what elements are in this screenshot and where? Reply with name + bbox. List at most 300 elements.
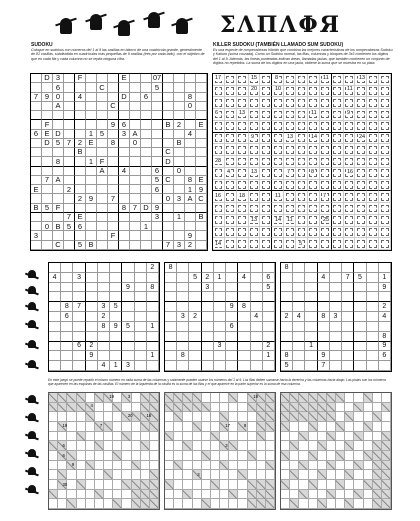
sudoku-cell[interactable]: E [31, 185, 42, 194]
kakuro-cell[interactable] [165, 451, 174, 461]
kakuro-cell[interactable] [211, 451, 220, 461]
kakuro-cell[interactable] [309, 470, 318, 480]
mini-sudoku-cell[interactable] [281, 332, 293, 342]
sudoku-cell[interactable]: E [196, 120, 207, 129]
sudoku-cell[interactable] [97, 139, 108, 148]
mini-sudoku-cell[interactable] [165, 273, 177, 283]
kakuro-cell[interactable] [238, 490, 247, 500]
sudoku-cell[interactable] [141, 213, 152, 222]
mini-sudoku-cell[interactable] [165, 322, 177, 332]
kakuro-cell[interactable] [58, 461, 67, 471]
mini-sudoku-cell[interactable] [49, 332, 61, 342]
sudoku-cell[interactable] [97, 111, 108, 120]
sudoku-cell[interactable] [64, 241, 75, 250]
kakuro-cell[interactable] [248, 422, 257, 432]
sudoku-cell[interactable]: 0 [53, 93, 64, 102]
killer-cell[interactable] [320, 133, 332, 145]
kakuro-cell[interactable] [345, 432, 354, 442]
kakuro-cell[interactable] [354, 393, 363, 403]
mini-sudoku-cell[interactable] [293, 273, 305, 283]
mini-sudoku-cell[interactable] [122, 351, 134, 361]
sudoku-cell[interactable]: 3 [174, 241, 185, 250]
mini-sudoku-cell[interactable]: 4 [49, 273, 61, 283]
sudoku-cell[interactable] [42, 102, 53, 111]
mini-sudoku-cell[interactable] [226, 312, 238, 322]
killer-cell[interactable] [225, 121, 237, 133]
sudoku-cell[interactable] [64, 194, 75, 203]
mini-sudoku-cell[interactable] [49, 361, 61, 371]
sudoku-cell[interactable] [130, 74, 141, 83]
sudoku-cell[interactable] [97, 194, 108, 203]
kakuro-cell[interactable] [165, 470, 174, 480]
mini-sudoku-cell[interactable]: 4 [98, 361, 110, 371]
sudoku-cell[interactable] [152, 93, 163, 102]
killer-cell[interactable] [355, 109, 367, 121]
sudoku-cell[interactable] [196, 83, 207, 92]
mini-sudoku-cell[interactable] [110, 273, 122, 283]
kakuro-cell[interactable] [86, 441, 95, 451]
mini-sudoku-cell[interactable] [122, 273, 134, 283]
kakuro-cell[interactable] [229, 499, 238, 509]
sudoku-cell[interactable] [163, 93, 174, 102]
mini-sudoku-cell[interactable]: 8 [318, 312, 330, 322]
mini-sudoku-cell[interactable] [281, 342, 293, 352]
mini-sudoku-cell[interactable] [49, 302, 61, 312]
kakuro-cell[interactable] [49, 461, 58, 471]
mini-sudoku-cell[interactable] [49, 322, 61, 332]
sudoku-cell[interactable] [163, 213, 174, 222]
kakuro-cell[interactable] [257, 451, 266, 461]
kakuro-cell[interactable] [104, 499, 113, 509]
sudoku-cell[interactable] [42, 213, 53, 222]
mini-sudoku-cell[interactable] [354, 351, 366, 361]
sudoku-cell[interactable] [31, 111, 42, 120]
kakuro-cell[interactable] [257, 461, 266, 471]
killer-cell[interactable] [308, 97, 320, 109]
sudoku-cell[interactable]: C [53, 241, 64, 250]
kakuro-cell[interactable] [113, 490, 122, 500]
mini-sudoku-cell[interactable] [189, 342, 201, 352]
sudoku-cell[interactable]: D [119, 93, 130, 102]
kakuro-cell[interactable] [202, 422, 211, 432]
mini-sudoku-cell[interactable] [293, 292, 305, 302]
kakuro-cell[interactable] [238, 499, 247, 509]
sudoku-cell[interactable] [86, 204, 97, 213]
mini-sudoku-cell[interactable] [177, 332, 189, 342]
sudoku-cell[interactable]: B [86, 241, 97, 250]
killer-cell[interactable] [237, 168, 249, 180]
sudoku-cell[interactable] [130, 231, 141, 240]
mini-sudoku-cell[interactable] [342, 322, 354, 332]
mini-sudoku-cell[interactable] [135, 312, 147, 322]
kakuro-cell[interactable] [58, 432, 67, 442]
kakuro-cell[interactable] [345, 422, 354, 432]
mini-sudoku-cell[interactable] [49, 283, 61, 293]
kakuro-cell[interactable] [58, 499, 67, 509]
kakuro-cell[interactable] [336, 461, 345, 471]
sudoku-cell[interactable]: 7 [42, 176, 53, 185]
killer-cell[interactable] [249, 156, 261, 168]
killer-cell[interactable] [272, 121, 284, 133]
killer-cell[interactable] [308, 203, 320, 215]
kakuro-cell[interactable] [150, 432, 159, 442]
mini-sudoku-cell[interactable] [189, 302, 201, 312]
kakuro-cell[interactable] [309, 499, 318, 509]
killer-cell[interactable] [332, 74, 344, 86]
kakuro-cell[interactable] [220, 432, 229, 442]
mini-sudoku-cell[interactable] [226, 283, 238, 293]
mini-sudoku-cell[interactable] [318, 322, 330, 332]
mini-sudoku-cell[interactable] [305, 361, 317, 371]
sudoku-cell[interactable] [97, 231, 108, 240]
sudoku-cell[interactable] [152, 120, 163, 129]
sudoku-cell[interactable] [108, 111, 119, 120]
killer-cell[interactable] [237, 74, 249, 86]
sudoku-cell[interactable] [130, 185, 141, 194]
kakuro-cell[interactable] [132, 422, 141, 432]
mini-sudoku-cell[interactable] [293, 342, 305, 352]
kakuro-cell[interactable] [113, 470, 122, 480]
kakuro-cell[interactable] [373, 403, 382, 413]
mini-sudoku-cell[interactable] [165, 283, 177, 293]
mini-sudoku-cell[interactable]: 5 [189, 273, 201, 283]
killer-cell[interactable] [332, 86, 344, 98]
killer-cell[interactable] [344, 156, 356, 168]
kakuro-cell[interactable] [113, 441, 122, 451]
killer-cell[interactable] [249, 227, 261, 239]
kakuro-cell[interactable] [238, 451, 247, 461]
killer-cell[interactable] [260, 191, 272, 203]
sudoku-cell[interactable] [130, 176, 141, 185]
mini-sudoku-cell[interactable] [165, 332, 177, 342]
sudoku-cell[interactable] [64, 120, 75, 129]
sudoku-cell[interactable]: 5 [64, 222, 75, 231]
mini-sudoku-cell[interactable] [110, 312, 122, 322]
mini-sudoku-cell[interactable] [263, 361, 275, 371]
killer-cell[interactable] [308, 144, 320, 156]
mini-sudoku-cell[interactable]: 3 [330, 312, 342, 322]
mini-sudoku-cell[interactable]: 9 [318, 351, 330, 361]
mini-sudoku-cell[interactable] [330, 273, 342, 283]
sudoku-cell[interactable] [42, 185, 53, 194]
mini-sudoku-cell[interactable] [305, 263, 317, 273]
mini-sudoku-cell[interactable]: 2 [189, 312, 201, 322]
mini-sudoku-cell[interactable] [367, 332, 379, 342]
sudoku-cell[interactable]: E [42, 130, 53, 139]
mini-sudoku-cell[interactable] [189, 283, 201, 293]
sudoku-cell[interactable]: 1 [174, 213, 185, 222]
mini-sudoku-cell[interactable]: 2 [86, 342, 98, 352]
sudoku-cell[interactable]: D [141, 204, 152, 213]
mini-sudoku-cell[interactable] [263, 322, 275, 332]
sudoku-cell[interactable] [185, 139, 196, 148]
kakuro-cell[interactable] [67, 470, 76, 480]
sudoku-cell[interactable] [31, 139, 42, 148]
kakuro-cell[interactable] [132, 451, 141, 461]
sudoku-cell[interactable] [130, 213, 141, 222]
kakuro-cell[interactable] [122, 422, 131, 432]
killer-cell[interactable] [355, 180, 367, 192]
killer-cell[interactable] [379, 86, 391, 98]
kakuro-cell[interactable] [174, 470, 183, 480]
killer-cell[interactable] [379, 191, 391, 203]
kakuro-cell[interactable] [345, 461, 354, 471]
kakuro-cell[interactable] [327, 470, 336, 480]
killer-cell[interactable] [296, 133, 308, 145]
sudoku-cell[interactable] [119, 185, 130, 194]
mini-sudoku-cell[interactable] [293, 283, 305, 293]
sudoku-cell[interactable] [196, 130, 207, 139]
killer-cell[interactable] [284, 121, 296, 133]
sudoku-cell[interactable] [152, 111, 163, 120]
sudoku-cell[interactable] [174, 102, 185, 111]
killer-cell[interactable] [237, 133, 249, 145]
sudoku-cell[interactable] [108, 148, 119, 157]
mini-sudoku-cell[interactable] [379, 263, 391, 273]
mini-sudoku-cell[interactable]: 3 [214, 342, 226, 352]
kakuro-cell[interactable] [77, 441, 86, 451]
mini-sudoku-cell[interactable] [122, 302, 134, 312]
kakuro-cell[interactable] [354, 499, 363, 509]
sudoku-cell[interactable] [141, 130, 152, 139]
kakuro-cell[interactable] [122, 403, 131, 413]
kakuro-cell[interactable] [318, 490, 327, 500]
mini-sudoku-cell[interactable] [293, 361, 305, 371]
killer-cell[interactable] [237, 97, 249, 109]
sudoku-cell[interactable] [119, 102, 130, 111]
sudoku-cell[interactable] [196, 222, 207, 231]
sudoku-cell[interactable]: 7 [64, 213, 75, 222]
mini-sudoku-cell[interactable] [122, 342, 134, 352]
kakuro-cell[interactable] [77, 470, 86, 480]
sudoku-cell[interactable] [130, 83, 141, 92]
killer-cell[interactable] [355, 203, 367, 215]
killer-cell[interactable] [284, 74, 296, 86]
sudoku-cell[interactable] [31, 213, 42, 222]
mini-sudoku-cell[interactable]: 8 [281, 351, 293, 361]
kakuro-cell[interactable] [183, 432, 192, 442]
sudoku-cell[interactable] [163, 130, 174, 139]
mini-sudoku-cell[interactable] [305, 322, 317, 332]
kakuro-cell[interactable] [354, 470, 363, 480]
mini-sudoku-cell[interactable]: 1 [305, 342, 317, 352]
mini-sudoku-cell[interactable] [86, 292, 98, 302]
mini-sudoku-cell[interactable]: 8 [61, 302, 73, 312]
killer-cell[interactable] [367, 180, 379, 192]
sudoku-cell[interactable] [86, 93, 97, 102]
mini-sudoku-cell[interactable] [73, 263, 85, 273]
kakuro-cell[interactable] [354, 480, 363, 490]
sudoku-cell[interactable]: 8 [185, 93, 196, 102]
sudoku-cell[interactable] [196, 102, 207, 111]
mini-sudoku-cell[interactable] [226, 263, 238, 273]
kakuro-cell[interactable] [299, 480, 308, 490]
sudoku-cell[interactable]: E [86, 139, 97, 148]
kakuro-cell[interactable] [229, 422, 238, 432]
killer-cell[interactable] [367, 144, 379, 156]
sudoku-cell[interactable]: 07 [152, 73, 162, 83]
kakuro-cell[interactable] [281, 490, 290, 500]
kakuro-cell[interactable] [373, 432, 382, 442]
kakuro-cell[interactable] [318, 432, 327, 442]
mini-sudoku-cell[interactable] [305, 283, 317, 293]
mini-sudoku-cell[interactable]: 6 [379, 351, 391, 361]
mini-sudoku-cell[interactable] [165, 342, 177, 352]
killer-cell[interactable] [213, 215, 225, 227]
sudoku-cell[interactable] [53, 148, 64, 157]
killer-cell[interactable] [296, 180, 308, 192]
kakuro-cell[interactable] [211, 461, 220, 471]
kakuro-cell[interactable] [382, 393, 391, 403]
kakuro-cell[interactable] [364, 499, 373, 509]
mini-sudoku-cell[interactable] [122, 312, 134, 322]
killer-cell[interactable] [296, 86, 308, 98]
killer-cell[interactable] [320, 121, 332, 133]
killer-cell[interactable] [284, 86, 296, 98]
mini-sudoku-cell[interactable] [318, 283, 330, 293]
kakuro-cell[interactable] [299, 422, 308, 432]
sudoku-cell[interactable] [97, 102, 108, 111]
sudoku-cell[interactable]: 4 [119, 167, 130, 176]
sudoku-cell[interactable] [196, 111, 207, 120]
sudoku-cell[interactable] [130, 102, 141, 111]
mini-sudoku-cell[interactable] [177, 342, 189, 352]
mini-sudoku-cell[interactable] [330, 302, 342, 312]
killer-cell[interactable] [367, 238, 379, 250]
mini-sudoku-cell[interactable] [226, 332, 238, 342]
kakuro-cell[interactable] [309, 432, 318, 442]
killer-cell[interactable] [260, 215, 272, 227]
mini-sudoku-cell[interactable] [61, 263, 73, 273]
killer-cell[interactable] [332, 238, 344, 250]
killer-cell[interactable] [367, 168, 379, 180]
killer-cell[interactable] [332, 109, 344, 121]
sudoku-cell[interactable]: B [53, 222, 64, 231]
sudoku-cell[interactable] [130, 222, 141, 231]
mini-sudoku-cell[interactable] [86, 361, 98, 371]
mini-sudoku-cell[interactable] [61, 332, 73, 342]
sudoku-cell[interactable] [152, 130, 163, 139]
sudoku-cell[interactable] [97, 222, 108, 231]
mini-sudoku-cell[interactable] [281, 292, 293, 302]
mini-sudoku-cell[interactable]: 3 [202, 283, 214, 293]
killer-cell[interactable] [249, 121, 261, 133]
killer-cell[interactable] [213, 168, 225, 180]
killer-cell[interactable] [237, 156, 249, 168]
mini-sudoku-cell[interactable] [318, 302, 330, 312]
sudoku-cell[interactable] [130, 148, 141, 157]
killer-cell[interactable] [272, 109, 284, 121]
kakuro-cell[interactable] [309, 490, 318, 500]
killer-cell[interactable] [296, 227, 308, 239]
mini-sudoku-cell[interactable] [49, 342, 61, 352]
sudoku-cell[interactable]: 5 [53, 139, 64, 148]
sudoku-cell[interactable] [130, 241, 141, 250]
sudoku-cell[interactable]: 2 [75, 194, 86, 203]
mini-sudoku-cell[interactable] [318, 263, 330, 273]
mini-sudoku-cell[interactable] [354, 263, 366, 273]
kakuro-cell[interactable] [67, 490, 76, 500]
killer-cell[interactable] [260, 203, 272, 215]
kakuro-cell[interactable] [193, 499, 202, 509]
killer-cell[interactable] [344, 133, 356, 145]
kakuro-cell[interactable] [382, 422, 391, 432]
kakuro-cell[interactable] [318, 422, 327, 432]
killer-cell[interactable] [237, 144, 249, 156]
sudoku-cell[interactable] [64, 83, 75, 92]
sudoku-cell[interactable]: F [42, 120, 53, 129]
sudoku-cell[interactable] [64, 102, 75, 111]
sudoku-cell[interactable]: E [119, 74, 130, 83]
killer-cell[interactable] [260, 168, 272, 180]
mini-sudoku-cell[interactable] [367, 283, 379, 293]
killer-cell[interactable] [320, 144, 332, 156]
killer-cell[interactable] [344, 180, 356, 192]
mini-sudoku-cell[interactable] [342, 283, 354, 293]
sudoku-cell[interactable]: 0 [174, 167, 185, 176]
mini-sudoku-cell[interactable]: 3 [73, 273, 85, 283]
kakuro-cell[interactable] [290, 480, 299, 490]
killer-cell[interactable] [296, 203, 308, 215]
killer-cell[interactable] [249, 238, 261, 250]
killer-cell[interactable] [213, 203, 225, 215]
kakuro-cell[interactable] [67, 480, 76, 490]
mini-sudoku-cell[interactable]: 7 [318, 361, 330, 371]
kakuro-cell[interactable] [309, 461, 318, 471]
mini-sudoku-cell[interactable]: 8 [177, 351, 189, 361]
sudoku-cell[interactable] [141, 231, 152, 240]
killer-cell[interactable] [260, 133, 272, 145]
sudoku-cell[interactable]: 7 [163, 241, 174, 250]
sudoku-cell[interactable] [196, 74, 207, 83]
kakuro-cell[interactable] [202, 490, 211, 500]
mini-sudoku-cell[interactable]: 2 [379, 302, 391, 312]
sudoku-cell[interactable]: C [163, 148, 174, 157]
killer-cell[interactable] [225, 203, 237, 215]
mini-sudoku-cell[interactable] [214, 283, 226, 293]
killer-cell[interactable] [213, 144, 225, 156]
mini-sudoku-cell[interactable] [61, 342, 73, 352]
mini-sudoku-cell[interactable] [135, 332, 147, 342]
mini-sudoku-cell[interactable]: 1 [147, 322, 159, 332]
mini-sudoku-cell[interactable]: 1 [263, 351, 275, 361]
sudoku-cell[interactable]: 3 [53, 74, 64, 83]
sudoku-cell[interactable]: F [108, 231, 119, 240]
killer-cell[interactable] [225, 144, 237, 156]
killer-cell[interactable] [260, 109, 272, 121]
killer-cell[interactable] [344, 238, 356, 250]
sudoku-cell[interactable]: 9 [196, 185, 207, 194]
mini-sudoku-cell[interactable] [263, 332, 275, 342]
kakuro-cell[interactable] [141, 461, 150, 471]
killer-cell[interactable] [260, 156, 272, 168]
kakuro-cell[interactable] [86, 432, 95, 442]
sudoku-cell[interactable]: 6 [152, 167, 163, 176]
sudoku-cell[interactable] [108, 204, 119, 213]
kakuro-cell[interactable] [141, 432, 150, 442]
kakuro-cell[interactable] [86, 490, 95, 500]
sudoku-cell[interactable] [163, 102, 174, 111]
kakuro-cell[interactable] [202, 412, 211, 422]
sudoku-cell[interactable] [119, 222, 130, 231]
killer-cell[interactable] [367, 109, 379, 121]
kakuro-cell[interactable] [49, 499, 58, 509]
mini-sudoku-cell[interactable] [177, 283, 189, 293]
killer-cell[interactable] [320, 109, 332, 121]
sudoku-cell[interactable] [86, 102, 97, 111]
sudoku-cell[interactable]: C [163, 176, 174, 185]
killer-cell[interactable] [367, 227, 379, 239]
